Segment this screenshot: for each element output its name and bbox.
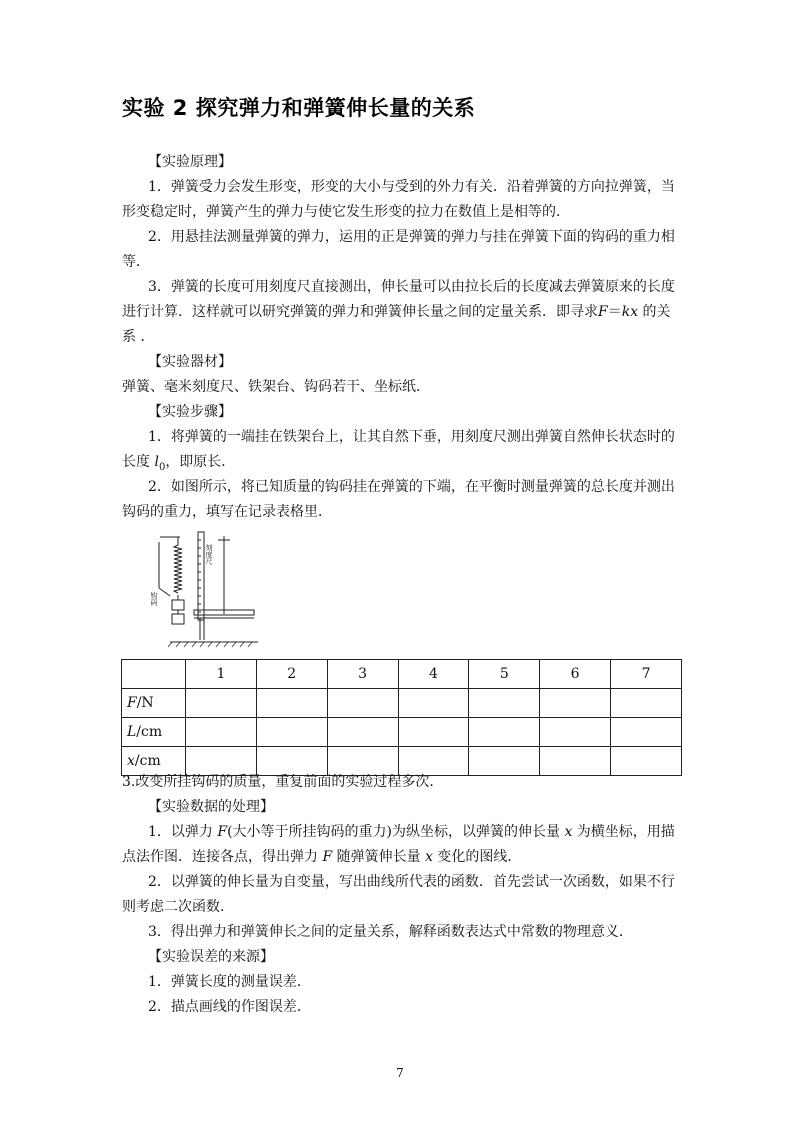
- apparatus-diagram: [150, 528, 260, 654]
- table-cell[interactable]: [611, 689, 682, 718]
- step-1-prefix: 长度: [122, 454, 155, 470]
- table-header-cell: 5: [469, 660, 540, 689]
- section-heading-steps: 【实验步骤】: [148, 404, 232, 420]
- text-span: 随弹簧伸长量: [332, 849, 426, 865]
- section-heading-processing: 【实验数据的处理】: [148, 799, 274, 815]
- table-cell[interactable]: [469, 689, 540, 718]
- table-header-cell: 7: [611, 660, 682, 689]
- principle-p3-text: 进行计算．这样就可以研究弹簧的弹力和弹簧伸长量之间的定量关系．即寻求: [122, 304, 598, 320]
- text-span: 点法作图．连接各点，得出弹力: [122, 849, 323, 865]
- text-span: 1．以弹力: [148, 824, 218, 840]
- table-row: [122, 718, 682, 747]
- table-cell[interactable]: [327, 689, 398, 718]
- table-header-row: [122, 660, 682, 689]
- table-cell[interactable]: [398, 718, 469, 747]
- step-1-line2: [122, 452, 235, 478]
- table-cell[interactable]: [327, 718, 398, 747]
- table-cell[interactable]: [540, 747, 611, 776]
- processing-p1-line2: [122, 847, 521, 867]
- error-source-2: 2．描点画线的作图误差．: [148, 999, 311, 1015]
- row-unit: /cm: [134, 753, 161, 769]
- principle-p1-line2: 形变稳定时，弹簧产生的弹力与使它发生形变的拉力在数值上是相等的．: [122, 204, 570, 220]
- table-header-cell: 4: [398, 660, 469, 689]
- symbol-l-subscript: 0: [158, 461, 166, 473]
- symbol-F: F: [217, 824, 228, 840]
- formula-kx: kx: [621, 304, 639, 320]
- weight-2: [172, 614, 184, 624]
- processing-p2-line2: 则考虑二次函数．: [122, 899, 234, 915]
- formula-equals: ＝: [607, 304, 622, 320]
- symbol-x: x: [425, 849, 433, 865]
- row-symbol: F: [127, 695, 137, 711]
- table-header-cell: 3: [327, 660, 398, 689]
- section-heading-errors: 【实验误差的来源】: [148, 949, 274, 965]
- text-span: (大小等于所挂钩码的重力)为纵坐标，以弹簧的伸长量: [227, 824, 565, 840]
- table-cell[interactable]: [398, 689, 469, 718]
- row-symbol: x: [127, 753, 135, 769]
- step-1-line1: 1．将弹簧的一端挂在铁架台上，让其自然下垂，用刻度尺测出弹簧自然伸长状态时的: [148, 429, 675, 445]
- step-2-line1: 2．如图所示，将已知质量的钩码挂在弹簧的下端，在平衡时测量弹簧的总长度并测出: [148, 479, 675, 495]
- processing-p1-line1: [148, 822, 675, 842]
- record-table: [121, 659, 682, 776]
- processing-p3: 3．得出弹力和弹簧伸长之间的定量关系，解释函数表达式中常数的物理意义．: [148, 924, 633, 940]
- principle-p3-line2: [122, 302, 671, 322]
- row-label-force: [122, 689, 186, 718]
- page-number: 7: [396, 1066, 404, 1080]
- table-cell[interactable]: [611, 718, 682, 747]
- principle-p1-line1: 1．弹簧受力会发生形变，形变的大小与受到的外力有关．沿着弹簧的方向拉弹簧，当: [148, 179, 675, 195]
- formula-F: F: [598, 304, 608, 320]
- principle-p2-line2: 等．: [122, 254, 150, 270]
- row-unit: /cm: [136, 724, 163, 740]
- page-title: 实验 2 探究弹力和弹簧伸长量的关系: [122, 96, 476, 120]
- ruler: [198, 532, 204, 620]
- symbol-l: l: [154, 454, 159, 470]
- step-2-line2: 钩码的重力，填写在记录表格里．: [122, 504, 332, 520]
- table-cell[interactable]: [256, 689, 327, 718]
- table-cell[interactable]: [186, 689, 257, 718]
- equipment-list: 弹簧、毫米刻度尺、铁架台、钩码若干、坐标纸．: [122, 379, 430, 395]
- table-cell[interactable]: [540, 689, 611, 718]
- principle-p3-line1: 3．弹簧的长度可用刻度尺直接测出，伸长量可以由拉长后的长度减去弹簧原来的长度: [148, 279, 675, 295]
- table-cell[interactable]: [611, 747, 682, 776]
- table-cell[interactable]: [186, 718, 257, 747]
- weight-1: [172, 600, 184, 610]
- table-cell[interactable]: [256, 718, 327, 747]
- weights-label: 钩码: [150, 592, 158, 606]
- symbol-x: x: [564, 824, 573, 840]
- error-source-1: 1．弹簧长度的测量误差．: [148, 974, 311, 990]
- spring-coil: [174, 545, 182, 593]
- section-heading-equipment: 【实验器材】: [148, 354, 232, 370]
- section-heading-principle: 【实验原理】: [148, 154, 232, 170]
- table-cell[interactable]: [540, 718, 611, 747]
- text-span: 变化的图线．: [432, 849, 522, 865]
- table-header-cell: 6: [540, 660, 611, 689]
- symbol-F: F: [322, 849, 333, 865]
- text-span: 为横坐标，用描: [572, 824, 675, 840]
- principle-p3-tail: 的关: [638, 304, 671, 320]
- row-symbol: L: [127, 724, 137, 740]
- table-row: [122, 689, 682, 718]
- step-3: 3.改变所挂钩码的质量，重复前面的实验过程多次．: [122, 774, 444, 790]
- table-cell[interactable]: [469, 718, 540, 747]
- row-label-length: [122, 718, 186, 747]
- processing-p2-line1: 2．以弹簧的伸长量为自变量，写出曲线所代表的函数．首先尝试一次函数，如果不行: [148, 874, 675, 890]
- table-header-cell: [122, 660, 186, 689]
- step-1-suffix: ，即原长．: [165, 454, 236, 470]
- principle-p2-line1: 2．用悬挂法测量弹簧的弹力，运用的正是弹簧的弹力与挂在弹簧下面的钩码的重力相: [148, 229, 675, 245]
- table-header-cell: 2: [256, 660, 327, 689]
- principle-p3-line3: 系 ．: [122, 329, 155, 345]
- row-unit: /N: [136, 695, 154, 711]
- ruler-label: 刻度尺: [205, 544, 213, 565]
- table-header-cell: 1: [186, 660, 257, 689]
- table-cell[interactable]: [469, 747, 540, 776]
